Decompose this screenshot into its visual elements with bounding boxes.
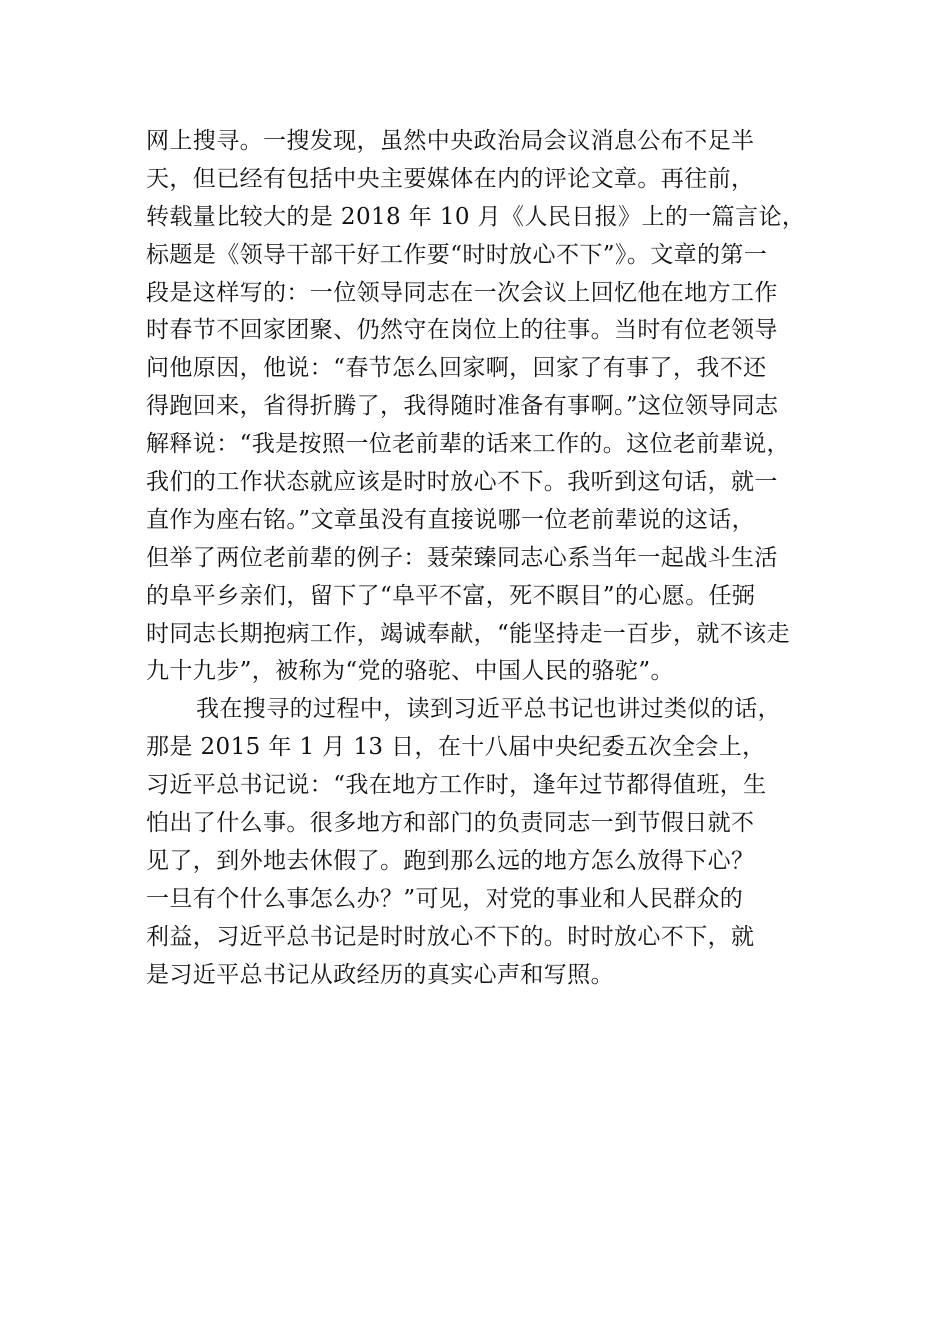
text-line: 怕出了什么事。很多地方和部门的负责同志一到节假日就不 xyxy=(146,810,755,837)
body-text xyxy=(146,123,816,994)
paragraph-start-line: 我在搜寻的过程中，读到习近平总书记也讲过类似的话， xyxy=(196,696,781,723)
text-line: 时春节不回家团聚、仍然守在岗位上的往事。当时有位老领导 xyxy=(146,317,778,344)
text-line: 那是 2015 年 1 月 13 日，在十八届中央纪委五次全会上， xyxy=(146,734,766,761)
text-line: 见了，到外地去休假了。跑到那么远的地方怎么放得下心？ xyxy=(146,847,755,874)
text-line: 直作为座右铭。”文章虽没有直接说哪一位老前辈说的这话， xyxy=(146,506,756,533)
text-line: 天，但已经有包括中央主要媒体在内的评论文章。再往前， xyxy=(146,165,755,192)
text-line: 九十九步”，被称为“党的骆驼、中国人民的骆驼”。 xyxy=(146,658,674,685)
text-line: 标题是《领导干部干好工作要“时时放心不下”》。文章的第一 xyxy=(146,241,768,268)
text-line: 一旦有个什么事怎么办？”可见，对党的事业和人民群众的 xyxy=(146,885,744,912)
text-line: 问他原因，他说：“春节怎么回家啊，回家了有事了，我不还 xyxy=(146,355,767,382)
text-line: 的阜平乡亲们，留下了“阜平不富，死不瞑目”的心愿。任弼 xyxy=(146,582,756,609)
text-line: 转载量比较大的是 2018 年 10 月《人民日报》上的一篇言论， xyxy=(146,203,806,230)
text-line: 解释说：“我是按照一位老前辈的话来工作的。这位老前辈说， xyxy=(146,431,790,458)
text-line: 我们的工作状态就应该是时时放心不下。我听到这句话，就一 xyxy=(146,469,778,496)
text-line: 网上搜寻。一搜发现，虽然中央政治局会议消息公布不足半 xyxy=(146,128,755,154)
text-line: 但举了两位老前辈的例子：聂荣臻同志心系当年一起战斗生活 xyxy=(146,544,778,571)
text-line: 是习近平总书记从政经历的真实心声和写照。 xyxy=(146,961,614,988)
text-line: 习近平总书记说：“我在地方工作时，逢年过节都得值班，生 xyxy=(146,772,767,799)
text-line: 利益，习近平总书记是时时放心不下的。时时放心不下，就 xyxy=(146,923,755,950)
text-line: 时同志长期抱病工作，竭诚奉献，“能坚持走一百步，就不该走 xyxy=(146,620,790,647)
text-line: 段是这样写的：一位领导同志在一次会议上回忆他在地方工作 xyxy=(146,279,778,306)
text-line: 得跑回来，省得折腾了，我得随时准备有事啊。”这位领导同志 xyxy=(146,393,779,420)
